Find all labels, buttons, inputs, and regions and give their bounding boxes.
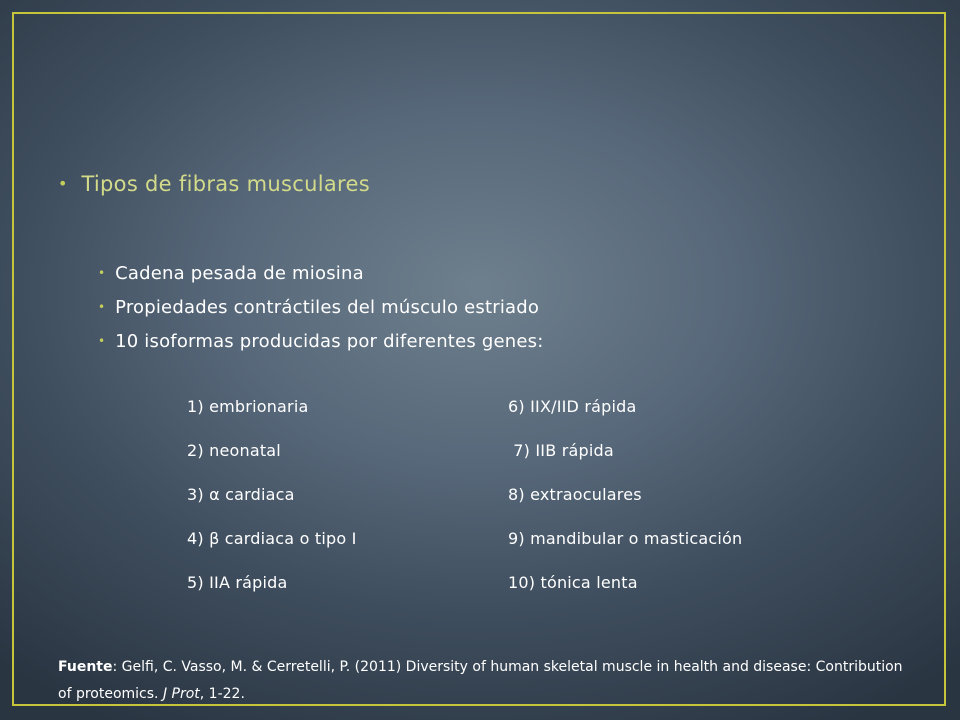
isoform-item: 3) α cardiaca — [187, 485, 295, 504]
slide-heading: Tipos de fibras musculares — [81, 172, 370, 196]
source-text: Gelfi, C. Vasso, M. & Cerretelli, P. (2011) Diversity of human skeletal muscle in health and disease: Contribution of proteomics. — [58, 659, 903, 702]
sub-point-bullet: • — [98, 300, 106, 314]
sub-point-text: 10 isoformas producidas por diferentes genes: — [115, 330, 544, 352]
source-colon: : — [112, 659, 118, 675]
isoform-item: 4) β cardiaca o tipo I — [187, 529, 357, 548]
isoform-item: 1) embrionaria — [187, 397, 309, 416]
isoform-item: 5) IIA rápida — [187, 573, 288, 592]
heading-bullet: • — [58, 174, 68, 193]
source-label: Fuente — [58, 659, 113, 675]
slide-frame — [12, 12, 946, 706]
sub-point-isoforms — [98, 324, 543, 358]
isoform-item: 9) mandibular o masticación — [508, 529, 743, 548]
source-citation — [58, 654, 908, 708]
sub-point-bullet: • — [98, 266, 106, 280]
sub-point-text: Propiedades contráctiles del músculo estriado — [115, 296, 540, 318]
isoform-list-right — [508, 392, 742, 612]
source-pages: , 1-22. — [199, 686, 245, 702]
isoform-list-left — [187, 392, 357, 612]
source-journal: J Prot — [162, 686, 200, 702]
sub-point-text: Cadena pesada de miosina — [115, 262, 364, 284]
heading-row — [58, 172, 370, 196]
sub-point-list — [98, 256, 543, 358]
isoform-item: 6) IIX/IID rápida — [508, 397, 637, 416]
sub-point-properties — [98, 290, 543, 324]
sub-point-bullet: • — [98, 334, 106, 348]
sub-point-myosin — [98, 256, 543, 290]
isoform-item: 7) IIB rápida — [508, 441, 614, 460]
isoform-item: 10) tónica lenta — [508, 573, 638, 592]
isoform-item: 8) extraoculares — [508, 485, 642, 504]
isoform-item: 2) neonatal — [187, 441, 281, 460]
